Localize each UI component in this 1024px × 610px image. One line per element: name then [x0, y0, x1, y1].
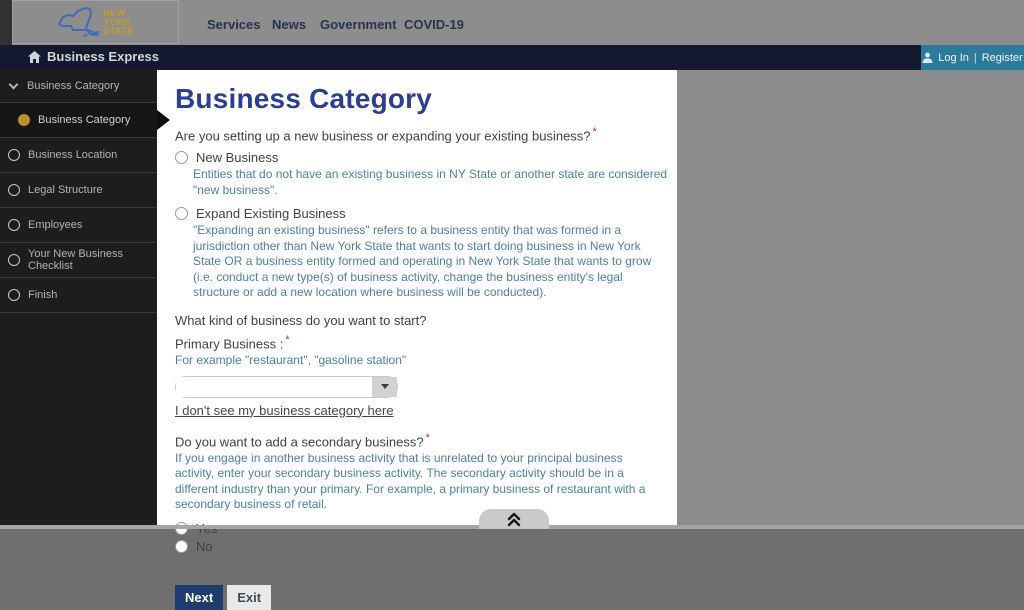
active-step-arrow-icon [157, 110, 170, 130]
primary-business-combobox [175, 376, 398, 398]
required-asterisk: * [425, 431, 430, 444]
register-link[interactable]: Register [981, 51, 1023, 64]
home-icon [28, 51, 41, 63]
sidebar-item-label: Business Category [38, 114, 131, 126]
double-chevron-up-icon [506, 512, 522, 527]
sidebar-item-employees[interactable] [0, 208, 157, 243]
radio-new-business[interactable] [175, 149, 657, 166]
sidebar-item-label: Legal Structure [28, 184, 103, 196]
form-panel [157, 70, 677, 605]
step-circle-filled-icon [18, 114, 30, 126]
sidebar-item-label: Business Location [28, 149, 118, 161]
logo-line-3: STATE [103, 25, 134, 36]
app-title: Business Express [47, 49, 160, 64]
question-kind-of-business: What kind of business do you want to start? [175, 312, 427, 328]
sidebar-item-business-category[interactable] [0, 103, 157, 138]
sidebar-section-business-category[interactable] [0, 70, 157, 103]
sidebar-section-label: Business Category [27, 80, 120, 92]
primary-business-input[interactable] [176, 377, 372, 397]
dont-see-category-link[interactable]: I don't see my business category here [175, 402, 394, 418]
auth-box [921, 45, 1024, 70]
radio-circle-icon[interactable] [175, 207, 188, 220]
sidebar-item-label: Your New Business Checklist [28, 248, 123, 272]
question-text: Do you want to add a secondary business? [175, 433, 424, 449]
logo-line-1: NEW [103, 7, 126, 18]
dropdown-caret-icon [381, 384, 389, 389]
primary-business-label-text: Primary Business : [175, 336, 284, 352]
sidebar-item-business-location[interactable] [0, 138, 157, 173]
radio-expand-existing-business[interactable] [175, 205, 657, 222]
primary-business-label [175, 334, 657, 351]
nav-services[interactable]: Services [207, 17, 261, 32]
app-navbar [0, 45, 1024, 70]
sidebar-item-legal-structure[interactable] [0, 173, 157, 208]
help-expand-existing: "Expanding an existing business" refers to a business entity that was formed in a jurisdiction other than New York State that wants to start doing business in New York State OR a business entity formed and operating in New York State that wants to grow (i.e. conduct a new type(s) of business activity, change the business entity's legal structure or add a new location where business will be conducted). [193, 223, 652, 300]
radio-label: Expand Existing Business [196, 206, 346, 222]
radio-circle-icon[interactable] [175, 540, 188, 553]
required-asterisk: * [285, 333, 290, 346]
secondary-business-help: If you engage in another business activity that is unrelated to your principal business activity, enter your secondary business activity. The secondary activity should be in a different industry than your primary. For example, a primary business of restaurant with a secondary business of retail. [175, 450, 646, 512]
step-circle-icon [8, 184, 20, 196]
required-asterisk: * [592, 126, 597, 138]
exit-button[interactable]: Exit [227, 585, 271, 610]
help-new-business: Entities that do not have an existing business in NY State or another state are considered "new business". [193, 167, 668, 197]
page-title: Business Category [175, 83, 433, 114]
step-circle-icon [8, 219, 20, 231]
site-header [0, 0, 1024, 45]
steps-sidebar [0, 70, 157, 529]
ny-state-logo-text [103, 9, 133, 36]
sidebar-item-label: Employees [28, 219, 83, 231]
sidebar-item-label: Finish [28, 289, 58, 301]
business-express-home-link[interactable] [28, 49, 159, 64]
radio-circle-icon[interactable] [175, 151, 188, 164]
nav-covid-19[interactable]: COVID-19 [404, 17, 464, 32]
primary-business-dropdown-button[interactable] [372, 377, 397, 397]
ny-state-logo[interactable] [12, 0, 179, 44]
sidebar-item-your-new-business-checklist[interactable] [0, 243, 157, 278]
step-circle-icon [8, 289, 20, 301]
primary-business-help: For example "restaurant", "gasoline station" [175, 353, 407, 368]
question-new-or-expand [175, 126, 657, 143]
radio-label: New Business [196, 150, 279, 166]
question-text: Are you setting up a new business or expanding your existing business? [175, 128, 591, 144]
scroll-to-top-button[interactable] [479, 509, 549, 529]
log-in-link[interactable]: Log In [938, 51, 969, 64]
person-icon [922, 52, 933, 63]
radio-no[interactable] [175, 538, 657, 555]
next-button[interactable]: Next [175, 585, 223, 610]
nav-news[interactable]: News [272, 17, 306, 32]
form-actions [175, 585, 657, 610]
radio-label: No [196, 538, 213, 554]
step-circle-icon [8, 149, 20, 161]
logo-line-2: YORK [103, 16, 132, 27]
ny-state-outline-icon [57, 3, 101, 41]
step-circle-icon [8, 254, 20, 266]
auth-separator: | [973, 51, 977, 64]
nav-government[interactable]: Government [320, 17, 397, 32]
sidebar-item-finish[interactable] [0, 278, 157, 313]
question-secondary-business [175, 432, 657, 449]
page-background-overlay [677, 70, 1024, 529]
header-left-edge [0, 0, 12, 45]
